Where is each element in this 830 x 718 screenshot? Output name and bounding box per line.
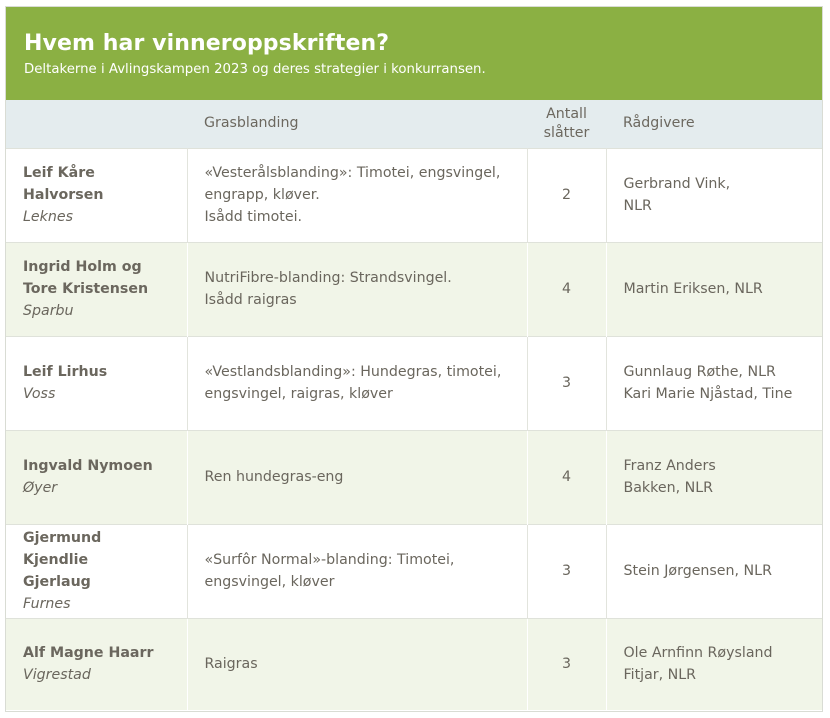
participant-cell xyxy=(6,524,187,618)
advisors-cell xyxy=(606,336,822,430)
participant-place: Øyer xyxy=(23,480,58,496)
grass-mix-cell xyxy=(187,430,527,524)
col-header-cuts-label: Antall slåtter xyxy=(543,105,590,141)
col-header-participant xyxy=(6,100,187,148)
participant-cell xyxy=(6,618,187,710)
cuts-cell: 3 xyxy=(527,618,606,710)
table-row xyxy=(6,524,822,618)
advisors-cell xyxy=(606,430,822,524)
advisors-text: Ole Arnfinn Røysland Fitjar, NLR xyxy=(623,645,773,684)
cuts-cell: 2 xyxy=(527,148,606,242)
participant-cell xyxy=(6,148,187,242)
page-subtitle: Deltakerne i Avlingskampen 2023 og deres strategier i konkurransen. xyxy=(24,62,486,77)
participant-place: Sparbu xyxy=(23,303,74,319)
participant-name: Ingvald Nymoen xyxy=(23,458,153,474)
grass-mix-cell xyxy=(187,524,527,618)
advisors-cell xyxy=(606,148,822,242)
header-banner xyxy=(6,7,822,100)
table-row xyxy=(6,242,822,336)
advisors-cell xyxy=(606,618,822,710)
col-header-grass-mix: Grasblanding xyxy=(204,115,299,132)
grass-mix-text: «Vestlandsblanding»: Hundegras, timotei, engsvingel, raigras, kløver xyxy=(204,364,502,402)
participant-name: Leif Lirhus xyxy=(23,364,108,380)
grass-mix-cell xyxy=(187,242,527,336)
cuts-cell: 4 xyxy=(527,242,606,336)
col-header-cuts xyxy=(527,100,606,148)
grass-mix-text: NutriFibre-blanding: Strandsvingel. Isådd raigras xyxy=(204,270,452,308)
table-header-row xyxy=(6,100,822,148)
grass-mix-cell xyxy=(187,148,527,242)
cuts-cell: 3 xyxy=(527,336,606,430)
advisors-cell xyxy=(606,242,822,336)
grass-mix-text: «Surfôr Normal»-blanding: Timotei, engsvingel, kløver xyxy=(204,552,455,590)
col-header-advisors: Rådgivere xyxy=(623,115,695,132)
table-row xyxy=(6,430,822,524)
participant-name: Gjermund Kjendlie Gjerlaug xyxy=(23,530,102,590)
grass-mix-text: «Vesterålsblanding»: Timotei, engsvingel, engrapp, kløver. Isådd timotei. xyxy=(204,165,501,225)
grass-mix-cell xyxy=(187,618,527,710)
table-row xyxy=(6,618,822,710)
cuts-cell: 3 xyxy=(527,524,606,618)
advisors-text: Gerbrand Vink, NLR xyxy=(623,176,731,214)
participant-name: Alf Magne Haarr xyxy=(23,645,154,662)
table-row xyxy=(6,336,822,430)
participant-place: Furnes xyxy=(23,596,71,612)
participant-name: Leif Kåre Halvorsen xyxy=(23,165,104,203)
participant-place: Voss xyxy=(23,386,56,402)
advisors-text: Martin Eriksen, NLR xyxy=(623,281,763,297)
table-row xyxy=(6,148,822,242)
grass-mix-text: Ren hundegras-eng xyxy=(204,469,344,485)
advisors-text: Gunnlaug Røthe, NLR Kari Marie Njåstad, Tine xyxy=(623,364,793,402)
table-card xyxy=(5,6,823,712)
participant-cell xyxy=(6,242,187,336)
participant-name: Ingrid Holm og Tore Kristensen xyxy=(23,259,149,297)
participant-cell xyxy=(6,430,187,524)
participant-place: Leknes xyxy=(23,209,73,225)
advisors-text: Franz Anders Bakken, NLR xyxy=(623,458,716,496)
grass-mix-cell xyxy=(187,336,527,430)
participants-table xyxy=(6,100,822,710)
participant-cell xyxy=(6,336,187,430)
advisors-text: Stein Jørgensen, NLR xyxy=(623,563,772,579)
page-title: Hvem har vinneroppskriften? xyxy=(24,31,390,56)
participant-place: Vigrestad xyxy=(23,667,91,684)
cuts-cell: 4 xyxy=(527,430,606,524)
advisors-cell xyxy=(606,524,822,618)
grass-mix-text: Raigras xyxy=(204,656,258,673)
